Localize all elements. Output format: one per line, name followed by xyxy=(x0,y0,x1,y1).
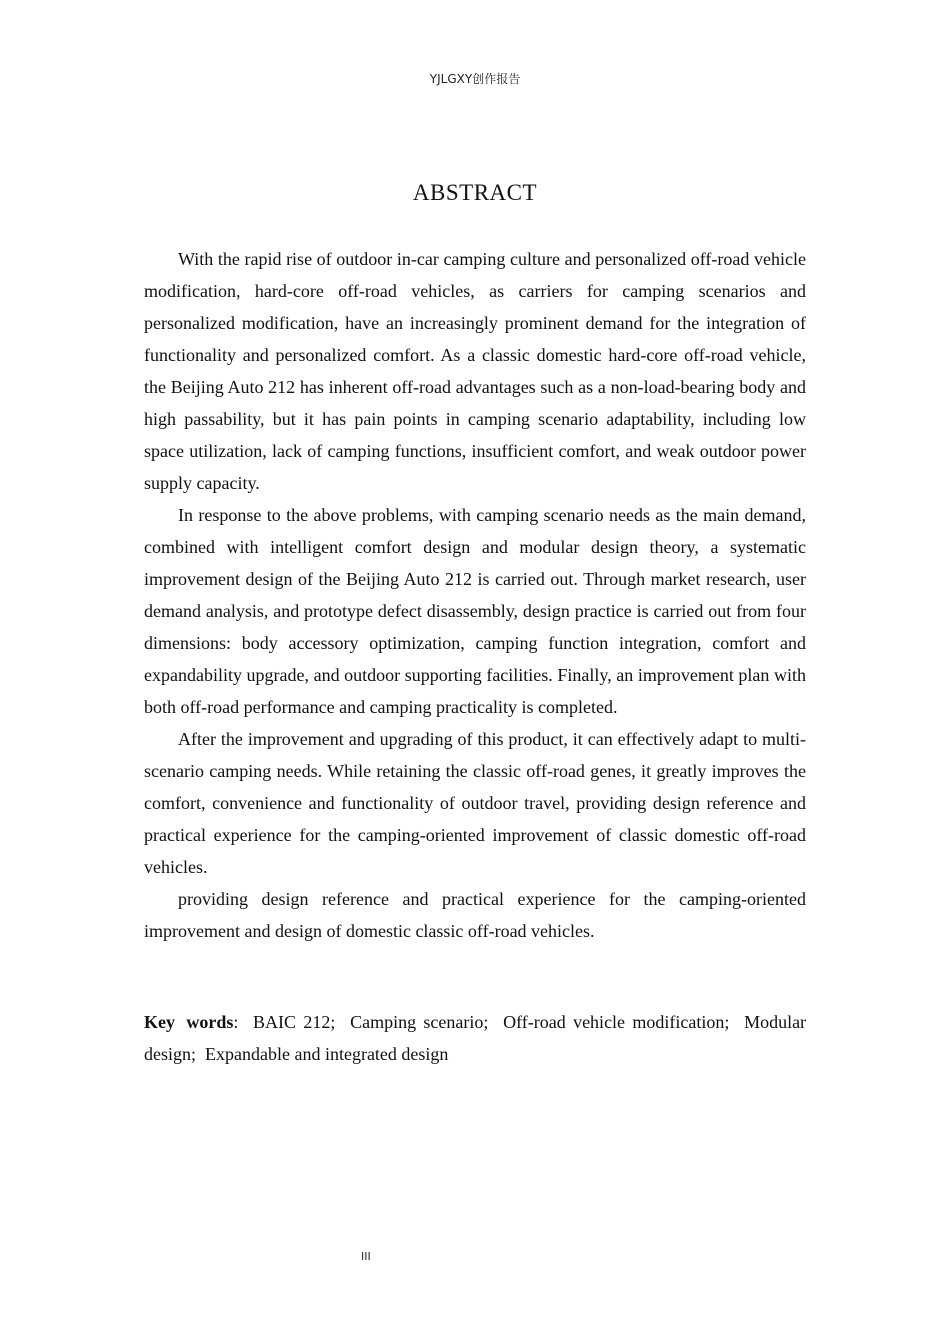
abstract-title: ABSTRACT xyxy=(412,180,538,205)
page-number: III xyxy=(361,1250,371,1263)
keywords-label: Key words xyxy=(144,1012,234,1032)
keywords-separator: : xyxy=(233,1012,239,1032)
paragraph-3: After the improvement and upgrading of this product, it can effectively adapt to multi-scenario camping needs. While retaining the classic off-road genes, it greatly improves the comfort, convenience and functionality of outdoor travel, providing design reference and practical experience for the camping-oriented improvement of classic domestic off-road vehicles. xyxy=(144,729,806,877)
keyword-item: Modular design; xyxy=(144,1012,807,1064)
keyword-item: Camping scenario; xyxy=(350,1012,489,1032)
keywords-block xyxy=(144,1006,806,1070)
paragraph-2: In response to the above problems, with camping scenario needs as the main demand, combined with intelligent comfort design and modular design theory, a systematic improvement design of the Beijing Auto 212 is carried out. Through market research, user demand analysis, and prototype defect disassembly, design practice is carried out from four dimensions: body accessory optimization, camping function integration, comfort and expandability upgrade, and outdoor supporting facilities. Finally, an improvement plan with both off-road performance and camping practicality is completed. xyxy=(144,505,806,717)
paragraph-1: With the rapid rise of outdoor in-car camping culture and personalized off-road vehicle modification, hard-core off-road vehicles, as carriers for camping scenarios and personalized modification, have an increasingly prominent demand for the integration of functionality and personalized comfort. As a classic domestic hard-core off-road vehicle, the Beijing Auto 212 has inherent off-road advantages such as a non-load-bearing body and high passability, but it has pain points in camping scenario adaptability, including low space utilization, lack of camping functions, insufficient comfort, and weak outdoor power supply capacity. xyxy=(144,249,806,493)
keyword-item: Off-road vehicle modification; xyxy=(503,1012,730,1032)
abstract-body xyxy=(144,243,806,947)
page-header: YJLGXY创作报告 xyxy=(429,72,521,86)
keyword-item: BAIC 212; xyxy=(253,1012,336,1032)
keyword-item: Expandable and integrated design xyxy=(205,1044,449,1064)
paragraph-4: providing design reference and practical experience for the camping-oriented improvement and design of domestic classic off-road vehicles. xyxy=(144,889,806,941)
